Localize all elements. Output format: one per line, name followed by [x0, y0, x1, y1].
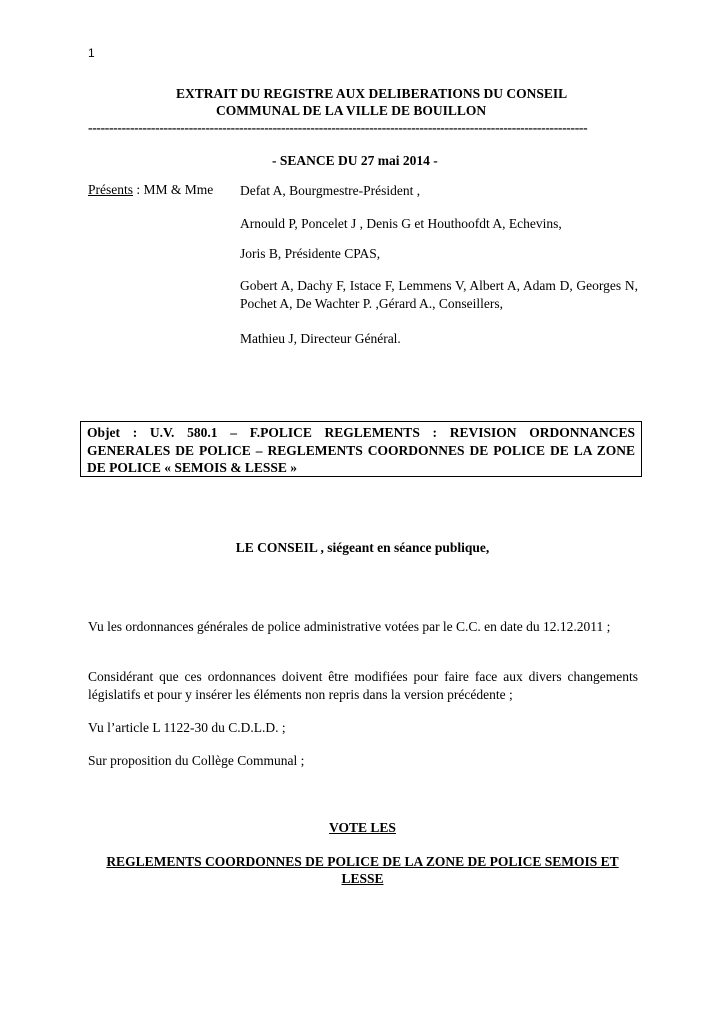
page-number: 1	[88, 46, 95, 60]
paragraph-ordinances: Vu les ordonnances générales de police administrative votées par le C.C. en date du 12.12.2011 ;	[88, 619, 611, 634]
presents-label-underlined: Présents	[88, 182, 133, 197]
regulations-heading: REGLEMENTS COORDONNES DE POLICE DE LA ZONE DE POLICE SEMOIS ET LESSE	[106, 854, 619, 886]
header-separator: -----------------------------------------------------------------------------------------------------------------------	[88, 120, 588, 135]
session-date: - SEANCE DU 27 mai 2014 -	[272, 153, 438, 168]
member-aldermen: Arnould P, Poncelet J , Denis G et Houthoofdt A, Echevins,	[240, 216, 562, 231]
council-statement: LE CONSEIL , siégeant en séance publique,	[235, 540, 490, 555]
paragraph-considering: Considérant que ces ordonnances doivent être modifiées pour faire face aux divers changements législatifs et pour y insérer les éléments non repris dans la version précédente ;	[88, 669, 638, 702]
paragraph-article: Vu l’article L 1122-30 du C.D.L.D. ;	[88, 720, 286, 735]
document-header-line-1: EXTRAIT DU REGISTRE AUX DELIBERATIONS DU CONSEIL	[176, 86, 568, 101]
member-cpas-president: Joris B, Présidente CPAS,	[240, 246, 381, 261]
paragraph-proposal: Sur proposition du Collège Communal ;	[88, 753, 305, 768]
document-header-line-2: COMMUNAL DE LA VILLE DE BOUILLON	[216, 103, 487, 118]
presents-label	[88, 182, 213, 198]
member-councillors: Gobert A, Dachy F, Istace F, Lemmens V, Albert A, Adam D, Georges N, Pochet A, De Wachter P. ,Gérard A., Conseillers,	[240, 278, 638, 311]
object-box	[80, 421, 642, 477]
vote-heading: VOTE LES	[329, 820, 396, 835]
member-mayor: Defat A, Bourgmestre-Président ,	[240, 183, 421, 198]
presents-label-rest: : MM & Mme	[133, 182, 214, 197]
member-director-general: Mathieu J, Directeur Général.	[240, 331, 401, 346]
object-text: Objet : U.V. 580.1 – F.POLICE REGLEMENTS : REVISION ORDONNANCES GENERALES DE POLICE – REGLEMENTS COORDONNES DE POLICE DE LA ZONE DE POLICE « SEMOIS & LESSE »	[87, 425, 635, 475]
